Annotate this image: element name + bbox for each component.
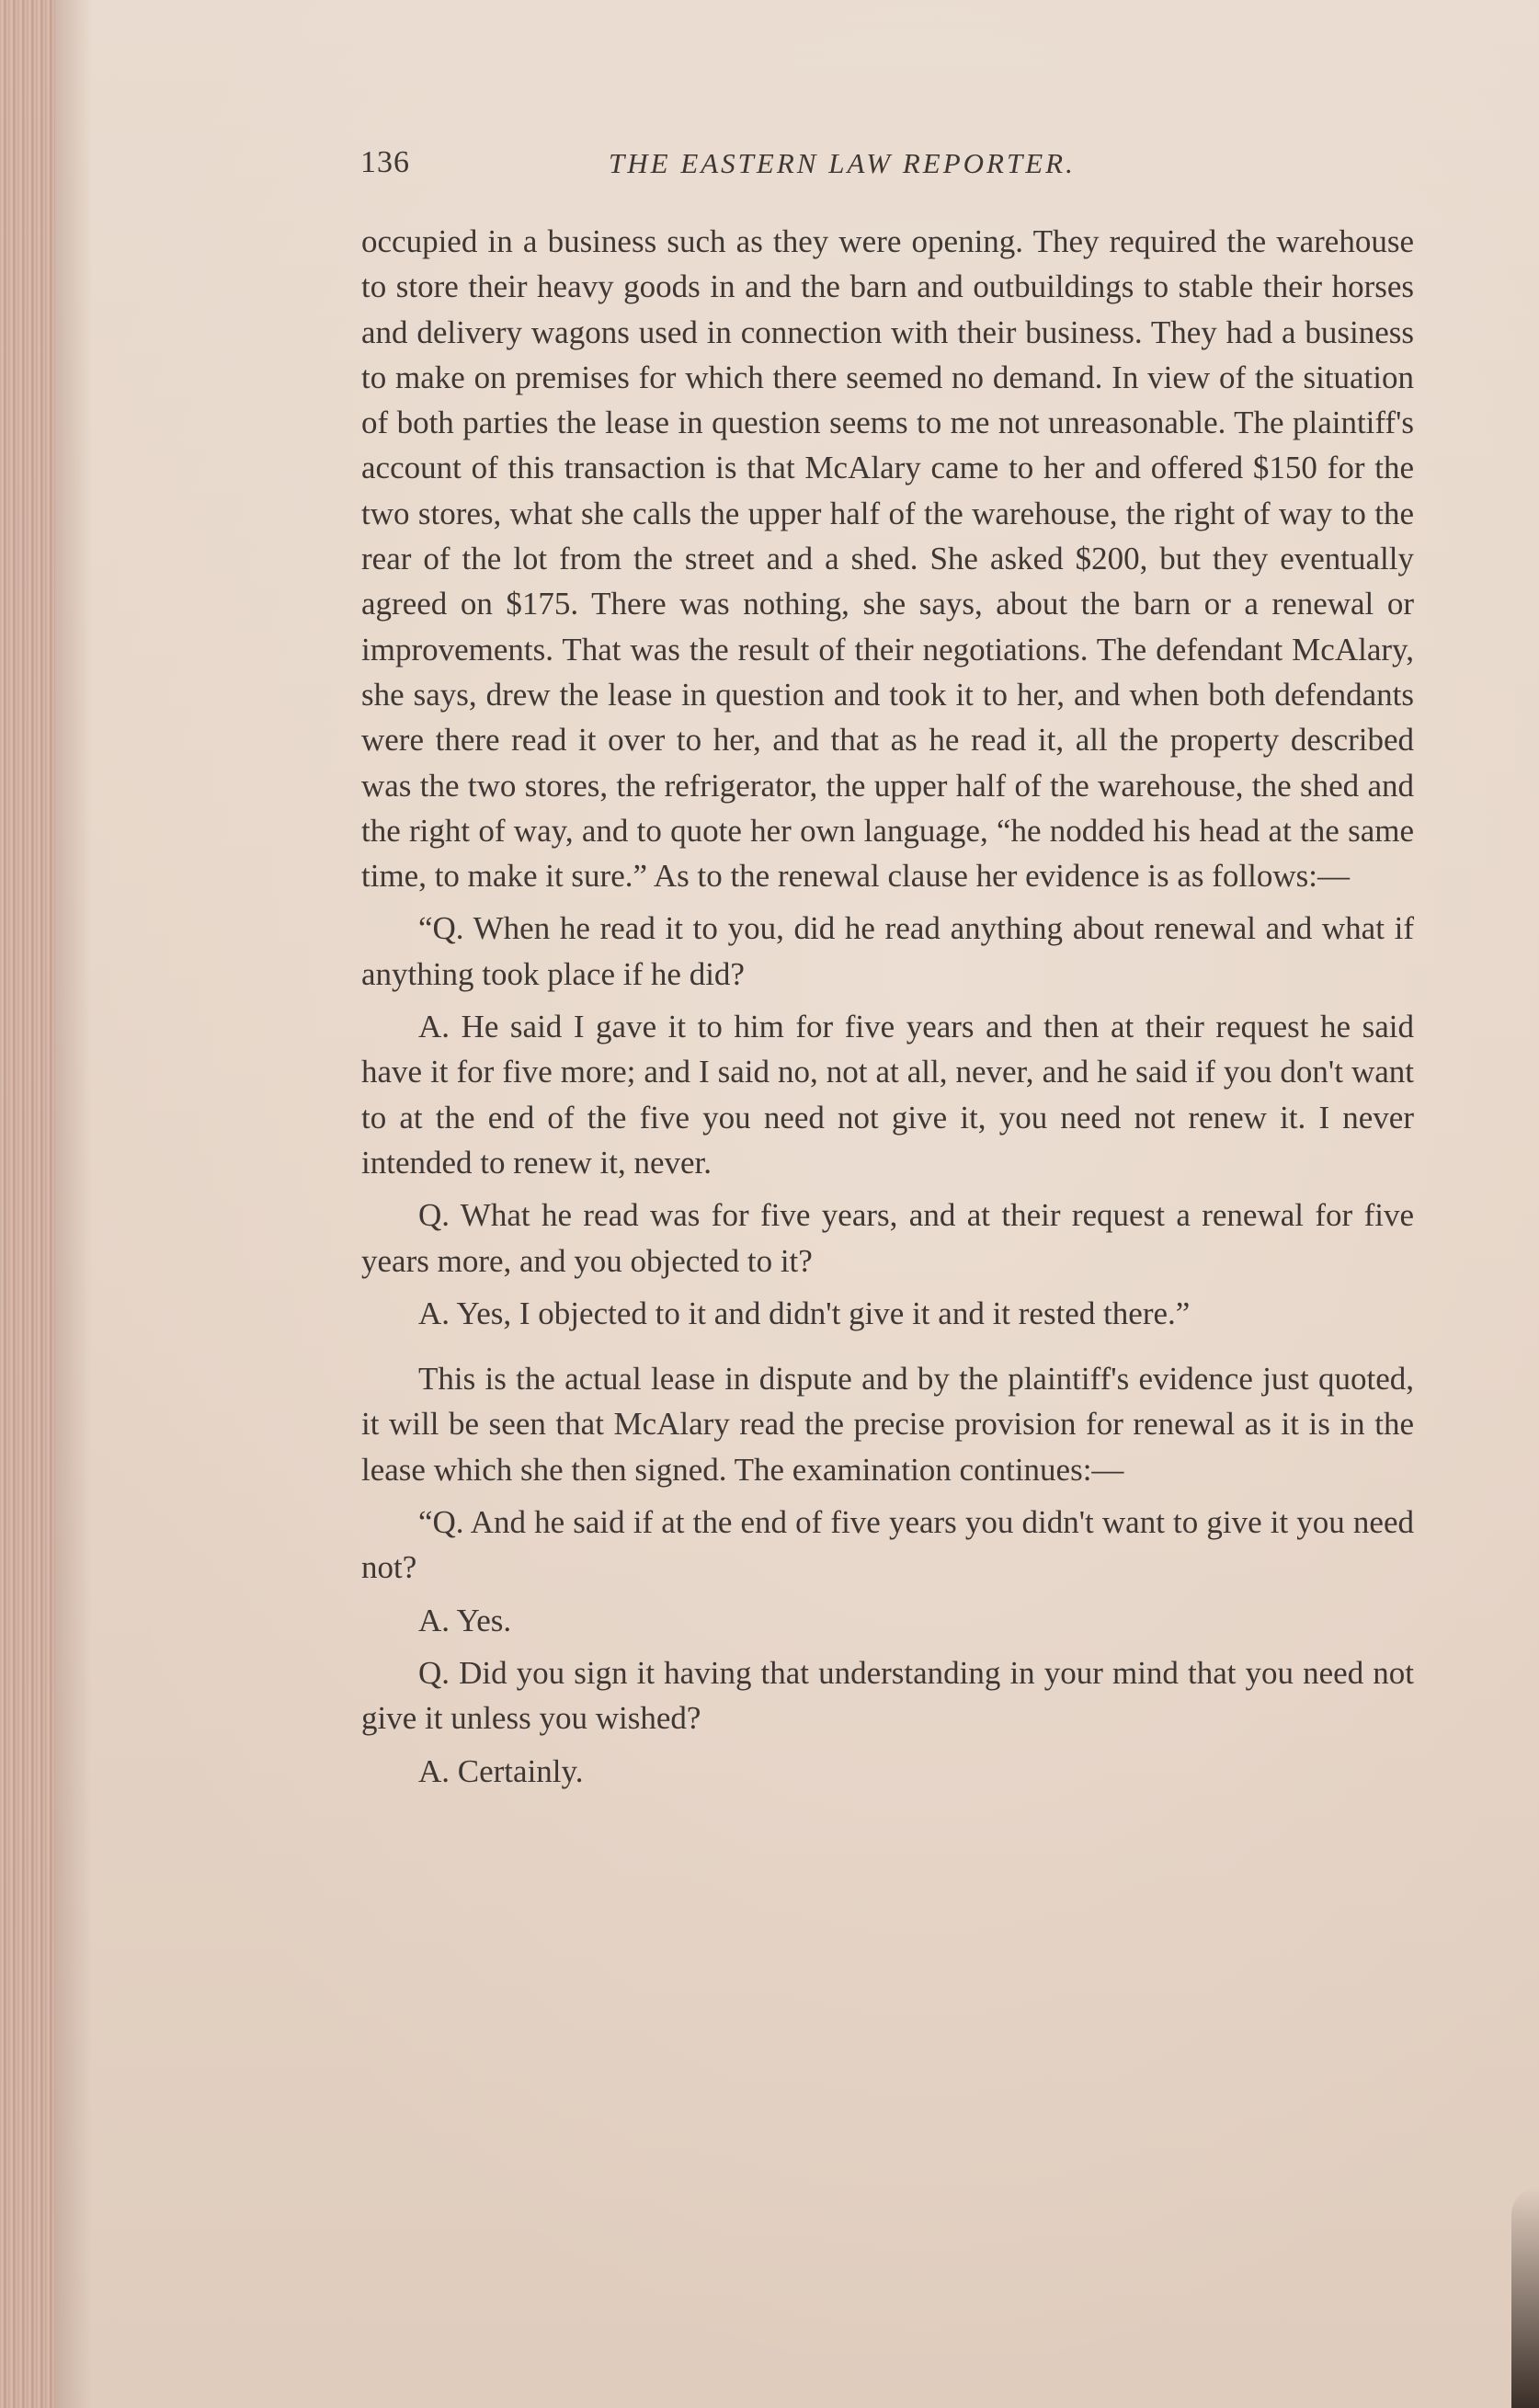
- journal-title: THE EASTERN LAW REPORTER.: [609, 147, 1076, 179]
- question-paragraph: “Q. When he read it to you, did he read anything about renewal and what if anything took place if he did?: [361, 910, 1414, 992]
- question-paragraph: Q. What he read was for five years, and at their request a renewal for five years more, and you objected to it?: [361, 1197, 1414, 1279]
- binding-shadow: [55, 0, 92, 2408]
- answer-paragraph: A. Certainly.: [418, 1752, 584, 1789]
- page-number: 136: [360, 145, 410, 179]
- paragraph-continued: occupied in a business such as they were opening. They required the warehouse to store their heavy goods in and the barn and outbuildings to stable their horses and delivery wagons used in connection with their business. They had a business to make on premises for which there seemed no demand. In view of the situation of both parties the lease in question seems to me not unreasonable. The plaintiff's account of this transaction is that McAlary came to her and offered $150 for the two stores, what she calls the upper half of the warehouse, the right of way to the rear of the lot from the street and a shed. She asked $200, but they eventually agreed on $175. There was nothing, she says, about the barn or a renewal or improvements. That was the result of their negotiations. The defendant McAlary, she says, drew the lease in question and took it to her, and when both defendants were there read it over to her, and that as he read it, all the property described was the two stores, the refrigerator, the upper half of the warehouse, the shed and the right of way, and to quote her own language, “he nodded his head at the same time, to make it sure.” As to the renewal clause her evidence is as follows:—: [361, 223, 1414, 895]
- page-edges: [0, 0, 55, 2408]
- answer-paragraph: A. Yes, I objected to it and didn't give it and it rested there.”: [418, 1295, 1191, 1331]
- page-body: [361, 219, 1414, 1794]
- answer-paragraph: A. He said I gave it to him for five years and then at their request he said have it for five more; and I said no, not at all, never, and he said if you don't want to at the end of the five you need not give it, you need not renew it. I never intended to renew it, never.: [361, 1009, 1414, 1181]
- page-corner-shadow: [1511, 2187, 1539, 2408]
- question-paragraph: “Q. And he said if at the end of five years you didn't want to give it you need not?: [361, 1504, 1414, 1586]
- question-paragraph: Q. Did you sign it having that understanding in your mind that you need not give it unless you wished?: [361, 1654, 1414, 1737]
- answer-paragraph: A. Yes.: [418, 1602, 512, 1638]
- running-head: [360, 145, 1418, 191]
- paragraph: This is the actual lease in dispute and by the plaintiff's evidence just quoted, it will be seen that McAlary read the precise provision for renewal as it is in the lease which she then signed. The examination continues:—: [361, 1361, 1414, 1488]
